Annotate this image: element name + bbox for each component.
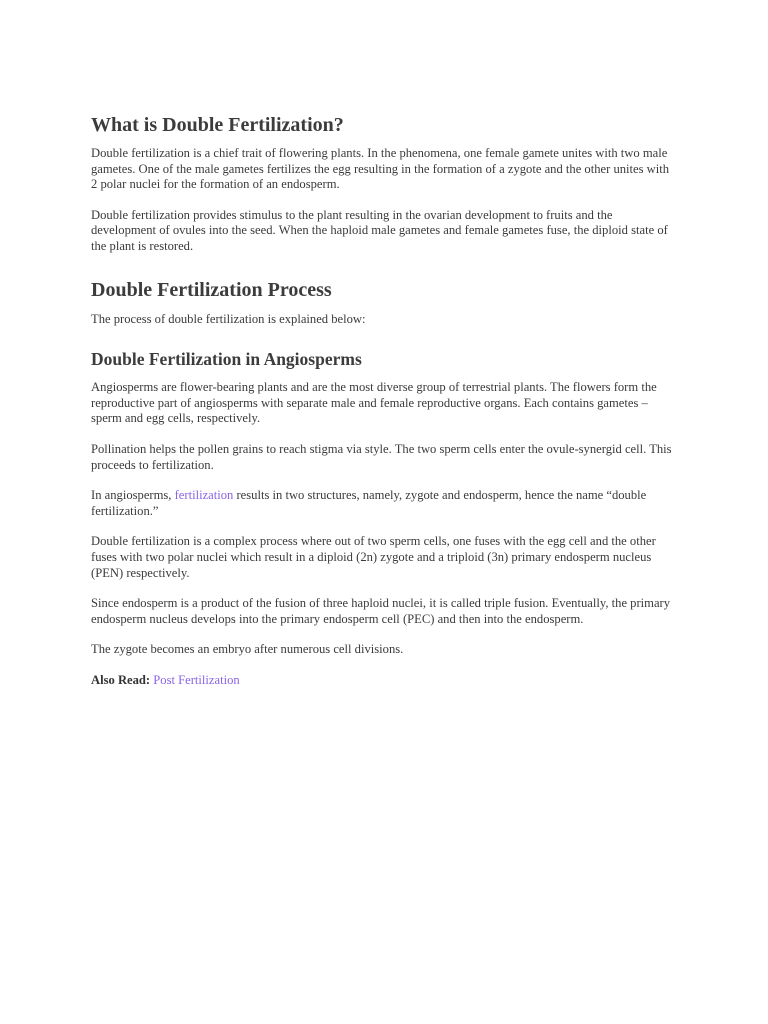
paragraph-angiosperm-fertilization xyxy=(91,488,675,519)
heading-double-fertilization-in-angiosperms: Double Fertilization in Angiosperms xyxy=(91,349,362,370)
text-segment: results in two structures, namely, zygote and endosperm, hence the name “double fertilization.” xyxy=(91,488,647,518)
paragraph-triple-fusion: Since endosperm is a product of the fusion of three haploid nuclei, it is called triple fusion. Eventually, the primary endosperm nucleus develops into the primary endosperm cell (PEC) and then into the endosperm. xyxy=(91,596,671,626)
paragraph-definition: Double fertilization is a chief trait of flowering plants. In the phenomena, one female gamete unites with two male gametes. One of the male gametes fertilizes the egg resulting in the formation of a zygote and the other unites with 2 polar nuclei for the formation of an endosperm. xyxy=(91,146,670,192)
paragraph-complex-process: Double fertilization is a complex process where out of two sperm cells, one fuses with the egg cell and the other fuses with two polar nuclei which result in a diploid (2n) zygote and a triploid (3n) primary endosperm nucleus (PEN) respectively. xyxy=(91,534,656,580)
article xyxy=(91,112,675,688)
paragraph-pollination: Pollination helps the pollen grains to reach stigma via style. The two sperm cells enter the ovule-synergid cell. This proceeds to fertilization. xyxy=(91,441,672,472)
heading-double-fertilization-process: Double Fertilization Process xyxy=(91,278,332,301)
also-read-label: Also Read: xyxy=(91,672,151,687)
paragraph-stimulus: Double fertilization provides stimulus to the plant resulting in the ovarian development to fruits and the development of ovules into the seed. When the haploid male gametes and female gametes fuse, the diploid state of the plant is restored. xyxy=(91,207,668,253)
also-read xyxy=(91,673,675,689)
paragraph-angiosperms: Angiosperms are flower-bearing plants and are the most diverse group of terrestrial plants. The flowers form the reproductive part of angiosperms with separate male and female reproductive organs. Each contains gametes – sperm and egg cells, respectively. xyxy=(91,380,657,426)
paragraph-zygote-embryo: The zygote becomes an embryo after numerous cell divisions. xyxy=(91,642,404,657)
paragraph-process-intro: The process of double fertilization is explained below: xyxy=(91,311,366,326)
heading-what-is-double-fertilization: What is Double Fertilization? xyxy=(91,114,344,136)
post-fertilization-link[interactable]: Post Fertilization xyxy=(153,672,240,687)
fertilization-link[interactable]: fertilization xyxy=(174,488,234,503)
text-segment: In angiosperms, xyxy=(91,488,175,503)
